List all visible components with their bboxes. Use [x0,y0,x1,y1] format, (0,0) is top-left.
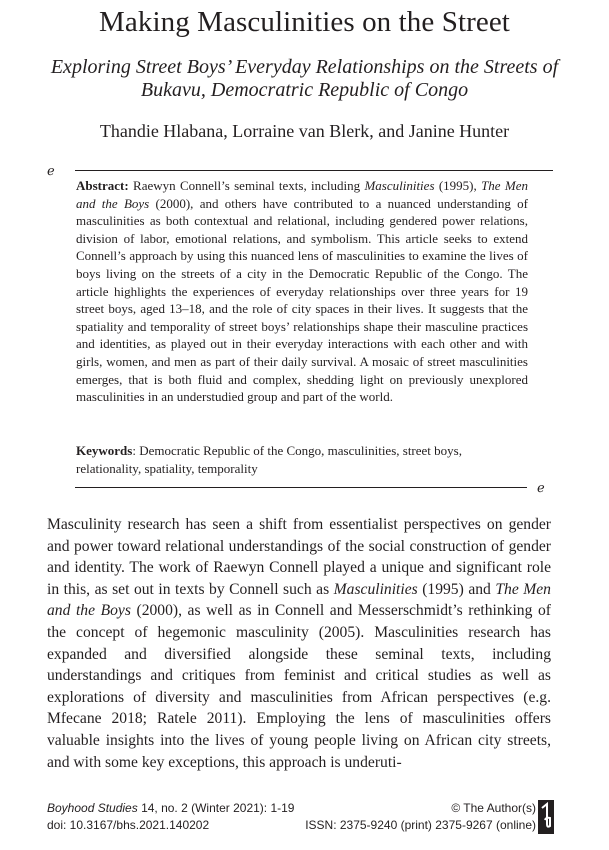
keywords-text: : Democratic Republic of the Congo, masculinities, street boys, relationality, spatiality, temporality [76,443,462,476]
abstract-text-2: (1995), [434,178,482,193]
article-authors: Thandie Hlabana, Lorraine van Blerk, and Janine Hunter [99,121,510,141]
abstract-block [76,177,528,406]
top-divider [75,170,553,171]
body-text-1: Masculinity research has seen a shift from essentialist perspectives on gender and power toward relational understandings of the social construction of gender and identity. The work of Raewyn Connell played a unique and significant role in this, as set out in texts by Connell such as [47,516,551,598]
ornament-left-icon: ℯ [47,163,55,178]
body-text-3: (2000), as well as in Connell and Messerschmidt’s rethinking of the concept of hegemonic masculinity (2005). Masculinities research has expanded and diversified alongside these seminal texts, including understandings and critiques from feminist and critical studies as well as explorations of diversity and masculinities from African perspectives (e.g. Mfecane 2018; Ratele 2011). Employing the lens of masculinities offers valuable insights into the lives of young people living on African city streets, and with some key exceptions, this approach is underuti- [47,602,551,771]
abstract-text-3: (2000), and others have contributed to a nuanced understanding of masculinities as both contextual and relational, including gendered power relations, division of labor, emotional relations, and symbolism. This article seeks to extend Connell’s approach by using this nuanced lens of masculinities to examine the lives of boys living on the streets of a city in the Democratic Republic of the Congo. The article highlights the experiences of everyday relationships over three years for 19 street boys, aged 13–18, and the role of city spaces in their lives. It suggests that the spatiality and temporality of street boys’ relationships shape their masculine practices and identities, as played out in their everyday interactions with each other and with girls, women, and men as part of their daily survival. A mosaic of street masculinities emerges, that is both fluid and complex, shedding light on previously unexplored masculinities in an understudied group and part of the world. [76,195,528,405]
bottom-divider [75,487,527,488]
article-subtitle: Exploring Street Boys’ Everyday Relationships on the Streets of Bukavu, Democratric Republic of Congo [50,56,559,101]
body-italic-1: Masculinities [333,580,418,598]
footer-rights [305,800,536,834]
body-italic-2: The Men and the Boys [47,580,551,620]
publisher-logo-icon [538,800,554,834]
footer-issn: ISSN: 2375-9240 (print) 2375-9267 (online) [305,818,536,832]
footer-issue: 14, no. 2 (Winter 2021): 1-19 [137,801,295,815]
abstract-label: Abstract: [76,178,129,193]
ornament-right-icon: ℯ [537,480,545,495]
abstract-text-1: Raewyn Connell’s seminal texts, including [128,178,365,193]
article-title: Making Masculinities on the Street [99,6,510,38]
footer-copyright: © The Author(s) [451,801,536,815]
footer-journal-line [47,800,294,817]
footer-citation [47,800,294,834]
body-text-2: (1995) and [417,580,496,598]
abstract-italic-2: The Men and the Boys [76,178,528,211]
body-paragraph [47,514,551,773]
keywords-block [76,442,528,477]
footer-journal-name: Boyhood Studies [47,801,138,815]
keywords-label: Keywords [76,443,133,458]
abstract-italic-1: Masculinities [364,178,435,193]
footer-doi: doi: 10.3167/bhs.2021.140202 [47,818,210,832]
